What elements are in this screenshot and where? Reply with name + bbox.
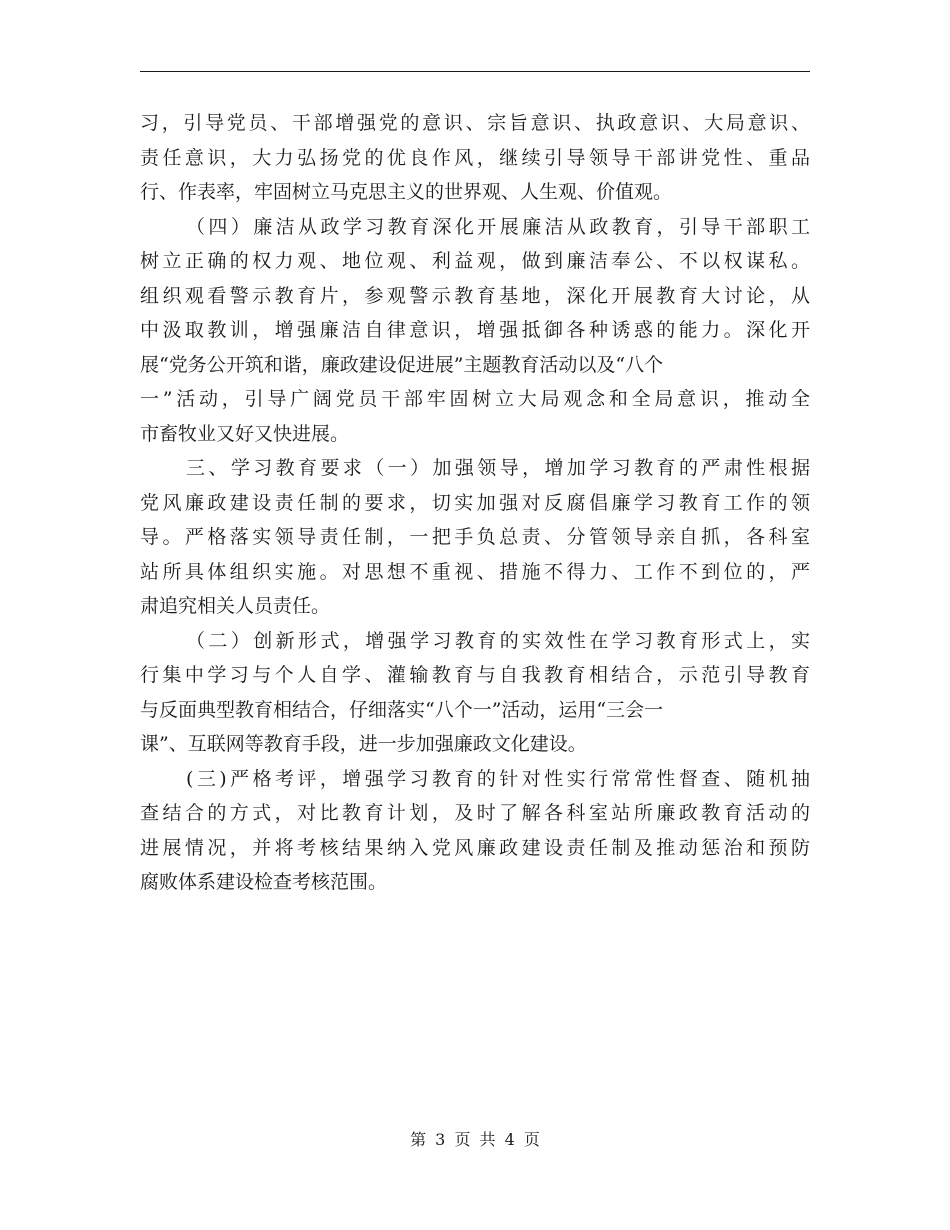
text-line: 树立正确的权力观、地位观、利益观，做到廉洁奉公、不以权谋私。: [140, 250, 810, 272]
page-number-footer: 第 3 页 共 4 页: [410, 1130, 540, 1149]
text-line: 进展情况，并将考核结果纳入党风廉政建设责任制及推动惩治和预防: [140, 836, 810, 859]
header-rule: [140, 71, 810, 72]
text-line: 查结合的方式，对比教育计划，及时了解各科室站所廉政教育活动的: [140, 802, 810, 824]
text-line: 责任意识，大力弘扬党的优良作风，继续引导领导干部讲党性、重品: [140, 146, 810, 169]
text-line: 腐败体系建设检查考核范围。: [140, 871, 388, 893]
paragraph: [140, 762, 810, 900]
text-line: 行、作表率，牢固树立马克思主义的世界观、人生观、价值观。: [140, 181, 673, 203]
paragraph: [140, 106, 810, 210]
text-line: 三、学习教育要求（一）加强领导，增加学习教育的严肃性根据: [186, 457, 810, 479]
paragraph: [140, 210, 810, 452]
text-line: 组织观看警示教育片，参观警示教育基地，深化开展教育大讨论，从: [140, 284, 810, 307]
paragraph: [140, 624, 810, 762]
text-line: 肃追究相关人员责任。: [140, 595, 331, 617]
text-line: 中汲取教训，增强廉洁自律意识，增强抵御各种诱惑的能力。深化开: [140, 319, 810, 341]
text-line: 课”、互联网等教育手段，进一步加强廉政文化建设。: [140, 733, 587, 755]
text-line: (三)严格考评，增强学习教育的针对性实行常常性督查、随机抽: [186, 767, 810, 790]
text-line: 市畜牧业又好又快进展。: [140, 422, 350, 445]
text-line: （四）廉洁从政学习教育深化开展廉洁从政教育，引导干部职工: [186, 215, 810, 238]
text-line: 一”活动，引导广阔党员干部牢固树立大局观念和全局意识，推动全: [140, 388, 810, 410]
text-line: 站所具体组织实施。对思想不重视、措施不得力、工作不到位的，严: [140, 560, 810, 583]
text-line: （二）创新形式，增强学习教育的实效性在学习教育形式上，实: [186, 629, 810, 652]
text-line: 展“党务公开筑和谐，廉政建设促进展”主题教育活动以及“八个: [140, 353, 664, 376]
text-line: 导。严格落实领导责任制，一把手负总责、分管领导亲自抓，各科室: [140, 526, 810, 548]
text-line: 与反面典型教育相结合，仔细落实“八个一”活动，运用“三会一: [140, 698, 664, 721]
body-text: [140, 106, 810, 900]
text-line: 党风廉政建设责任制的要求，切实加强对反腐倡廉学习教育工作的领: [140, 491, 810, 514]
text-line: 习，引导党员、干部增强党的意识、宗旨意识、执政意识、大局意识、: [140, 112, 810, 134]
paragraph: [140, 451, 810, 624]
text-line: 行集中学习与个人自学、灌输教育与自我教育相结合，示范引导教育: [140, 664, 810, 686]
